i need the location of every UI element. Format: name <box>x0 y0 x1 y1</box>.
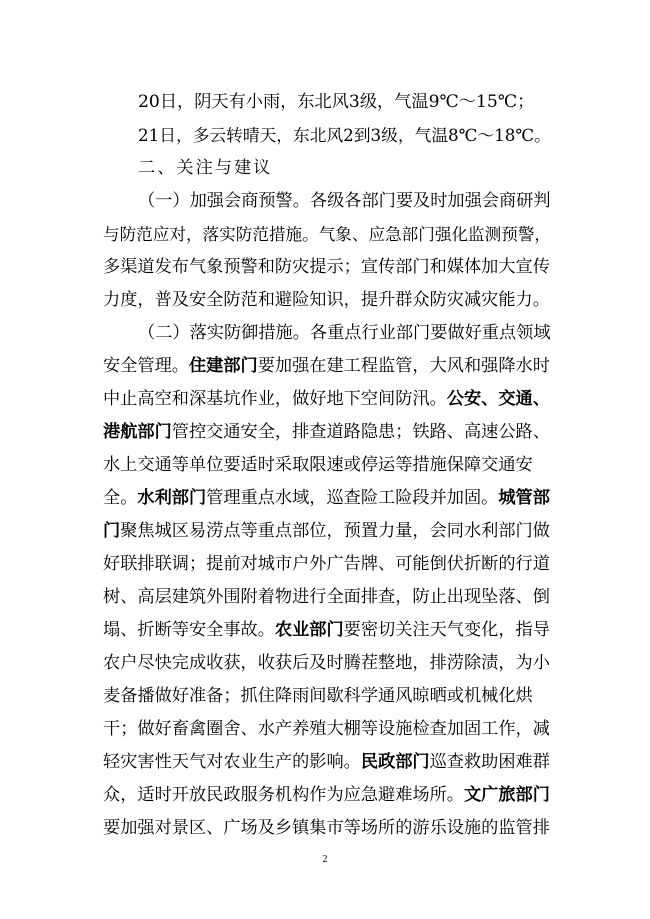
para2-text: （二）落实防御措施。各重点行业部门要做好重点领域 <box>138 323 551 343</box>
para2-text: 聚焦城区易涝点等重点部位，预置力量，会同水利部门做 <box>120 521 550 541</box>
para1-line <box>103 251 551 284</box>
para1-line-text: 力度，普及安全防范和避险知识，提升群众防灾减灾能力。 <box>103 290 550 310</box>
para2-line <box>103 614 551 647</box>
para2-line <box>103 746 551 779</box>
dept-police-transport: 公安、交通、 <box>446 389 550 409</box>
section-heading-text: 二、关注与建议 <box>138 158 273 178</box>
dept-urban-mgmt-cont: 门 <box>103 521 121 541</box>
weather-day21-text: 21日，多云转晴天，东北风2到3级，气温8℃～18℃。 <box>138 125 551 145</box>
dept-culture-tourism: 文广旅部门 <box>463 785 550 805</box>
para2-text: 干；做好畜禽圈舍、水产养殖大棚等设施检查加固工作，减 <box>103 719 550 739</box>
para2-line <box>103 383 551 416</box>
dept-water: 水利部门 <box>137 488 207 508</box>
para2-text: 要加强在建工程监管，大风和强降水时 <box>257 356 550 376</box>
weather-day20 <box>103 86 551 119</box>
para2-text: 麦备播做好准备；抓住降雨间歇科学通风晾晒或机械化烘 <box>103 686 533 706</box>
dept-urban-mgmt: 城管部 <box>498 488 550 508</box>
para2-text: 众，适时开放民政服务机构作为应急避难场所。 <box>103 785 464 805</box>
para2-line <box>103 680 551 713</box>
para2-text: 树、高层建筑外围附着物进行全面排查，防止出现坠落、倒 <box>103 587 550 607</box>
para2-text: 塌、折断等安全事故。 <box>103 620 275 640</box>
para2-line <box>103 482 551 515</box>
para1-line <box>103 218 551 251</box>
para2-line <box>103 779 551 812</box>
weather-day21 <box>103 119 551 152</box>
weather-day20-text: 20日，阴天有小雨，东北风3级，气温9℃～15℃； <box>138 92 535 112</box>
para2-text: 轻灾害性天气对农业生产的影响。 <box>103 752 361 772</box>
para2-line <box>103 713 551 746</box>
para1-line <box>103 185 551 218</box>
para2-text: 管理重点水域，巡查险工险段并加固。 <box>206 488 499 508</box>
para2-text: 好联排联调；提前对城市户外广告牌、可能倒伏折断的行道 <box>103 554 550 574</box>
para2-line <box>103 647 551 680</box>
section-heading <box>103 152 551 185</box>
page-body <box>103 86 551 845</box>
page-number: 2 <box>322 854 328 865</box>
para2-line <box>103 515 551 548</box>
para1-line <box>103 284 551 317</box>
para2-line <box>103 416 551 449</box>
para2-text: 安全管理。 <box>103 356 189 376</box>
para1-line-text: （一）加强会商预警。各级各部门要及时加强会商研判 <box>138 191 551 211</box>
dept-port: 港航部门 <box>103 422 172 442</box>
dept-agriculture: 农业部门 <box>274 620 344 640</box>
para2-text: 中止高空和深基坑作业，做好地下空间防汛。 <box>103 389 447 409</box>
para2-line <box>103 350 551 383</box>
para2-line <box>103 581 551 614</box>
para2-line <box>103 812 551 845</box>
para2-text: 要加强对景区、广场及乡镇集市等场所的游乐设施的监管排 <box>103 818 550 838</box>
dept-housing: 住建部门 <box>188 356 258 376</box>
para2-line <box>103 317 551 350</box>
para2-text: 农户尽快完成收获，收获后及时腾茬整地，排涝除渍，为小 <box>103 653 550 673</box>
para2-text: 管控交通安全，排查道路隐患；铁路、高速公路、 <box>171 422 550 442</box>
para2-text: 巡查救助困难群 <box>429 752 550 772</box>
para2-line <box>103 548 551 581</box>
para2-text: 要密切关注天气变化，指导 <box>343 620 550 640</box>
dept-civil-affairs: 民政部门 <box>360 752 430 772</box>
para1-line-text: 与防范应对，落实防范措施。气象、应急部门强化监测预警， <box>103 225 552 244</box>
para2-text: 水上交通等单位要适时采取限速或停运等措施保障交通安 <box>103 455 533 475</box>
para1-line-text: 多渠道发布气象预警和防灾提示；宣传部门和媒体加大宣传 <box>103 257 550 277</box>
para2-text: 全。 <box>103 488 138 508</box>
para2-line <box>103 449 551 482</box>
